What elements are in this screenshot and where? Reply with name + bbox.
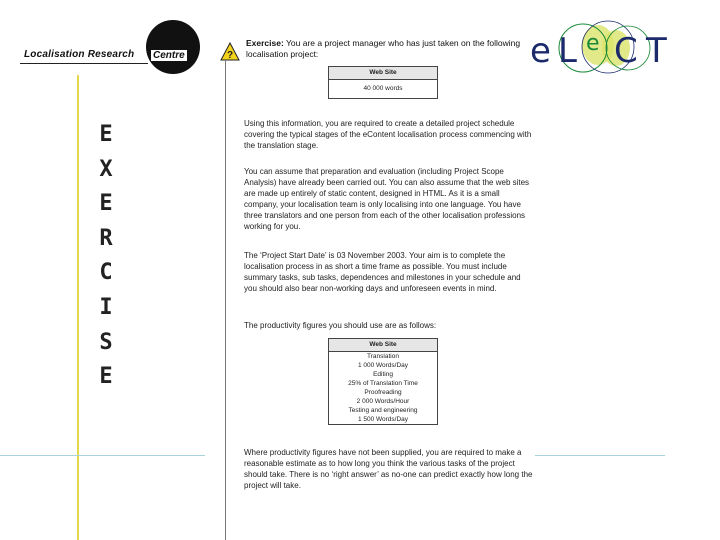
vertical-letter: R xyxy=(99,225,113,251)
table-cell: Testing and engineering xyxy=(348,407,418,414)
elect-logo xyxy=(528,20,688,75)
divider-line-right xyxy=(535,455,665,456)
divider-line-left xyxy=(0,455,205,456)
exercise-intro xyxy=(246,38,526,60)
table-cell: Translation xyxy=(367,353,399,360)
vertical-letter: I xyxy=(99,294,113,320)
lrc-logo-name: Localisation Research xyxy=(24,49,135,60)
table-cell: 1 000 Words/Day xyxy=(357,362,409,369)
accent-vertical-line xyxy=(77,75,79,540)
table-cell: 40 000 words xyxy=(363,85,403,92)
vertical-letter: E xyxy=(99,191,113,217)
lrc-logo xyxy=(20,20,210,75)
exercise-text: You are a project manager who has just taken on the following localisation project: xyxy=(246,38,521,59)
svg-text:T: T xyxy=(646,31,667,71)
svg-text:C: C xyxy=(614,31,638,71)
estimate-paragraph: Where productivity figures have not been supplied, you are required to make a reasonable estimate as to how long you think the various tasks of the project should take. There is no ‘right answer’ as no-one can predict exactly how long the project will take. xyxy=(244,448,533,490)
svg-text:L: L xyxy=(558,31,577,71)
vertical-letter: E xyxy=(99,122,113,147)
svg-text:?: ? xyxy=(226,50,234,61)
svg-text:e: e xyxy=(586,31,600,56)
instruction-paragraph: Using this information, you are required to create a detailed project schedule covering the typical stages of the eContent localisation process commencing with the translation stage. xyxy=(244,119,532,150)
warning-icon xyxy=(220,42,240,62)
lrc-logo-underline xyxy=(20,63,148,64)
start-date-paragraph: The ‘Project Start Date’ is 03 November 2003. Your aim is to complete the localisation process in as short a time frame as possible. You must include summary tasks, sub tasks, dependences and milestones in your schedule and you should also bear non-working days and unforeseen events in mind. xyxy=(244,251,521,293)
lrc-logo-centre: Centre xyxy=(153,50,185,61)
vertical-letter: S xyxy=(99,329,113,355)
project-size-table xyxy=(328,66,438,99)
table-cell: 2 000 Words/Hour xyxy=(356,398,410,405)
lrc-logo-disc xyxy=(146,20,200,74)
exercise-label: Exercise: xyxy=(246,38,284,48)
productivity-table xyxy=(328,338,438,425)
assumptions-paragraph: You can assume that preparation and evaluation (including Project Scope Analysis) have already been carried out. You can also assume that the web sites are made up entirely of static content, designed in HTML. As it is a small company, your localisation team is only localising into one language. You have three translators and one person from each of the other localisation professions working for you. xyxy=(244,167,530,231)
table-cell: Editing xyxy=(373,371,393,378)
table-cell: 25% of Translation Time xyxy=(348,380,418,387)
vertical-letter: E xyxy=(99,364,113,390)
vertical-title xyxy=(88,118,124,395)
productivity-intro: The productivity figures you should use are as follows: xyxy=(244,321,437,330)
content-divider-line xyxy=(225,60,226,540)
table-header: Web Site xyxy=(329,67,437,80)
table-cell: Proofreading xyxy=(364,389,402,396)
svg-text:e: e xyxy=(530,31,551,71)
table-cell: 1 500 Words/Day xyxy=(357,416,409,423)
vertical-letter: C xyxy=(99,260,113,286)
vertical-letter: X xyxy=(99,156,113,182)
table-header: Web Site xyxy=(329,339,437,352)
